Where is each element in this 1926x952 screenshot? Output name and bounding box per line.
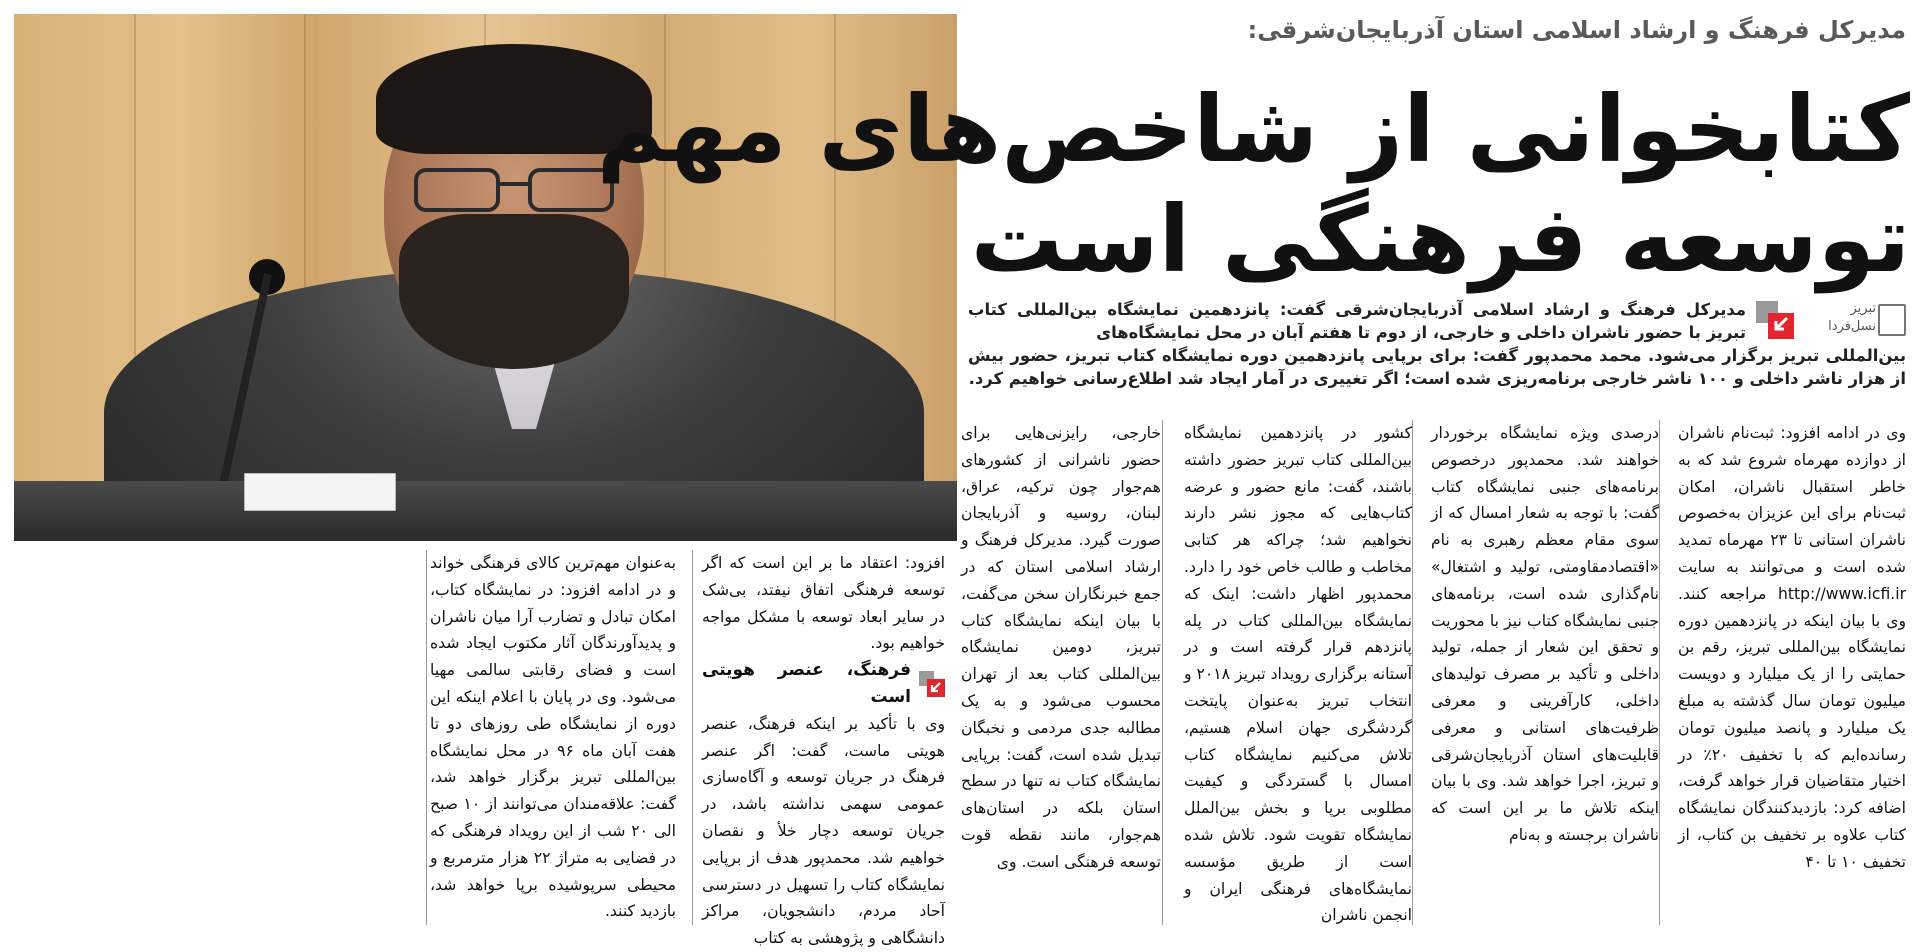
body-column-6: به‌عنوان مهم‌ترین کالای فرهنگی خواند و در ادامه افزود: در نمایشگاه کتاب، امکان تبادل و تضارب آرا میان ناشران و پدیدآورندگان آثار مکتوب ایجاد شده است و فضای رقابتی سالمی مهیا می‌شود. وی در پایان با اعلام اینکه این دوره از نمایشگاه طی روزهای دو تا هفت آبان ماه ۹۶ در محل نمایشگاه بین‌المللی تبریز برگزار خواهد شد، گفت: علاقه‌مندان می‌توانند از ۱۰ صبح الی ۲۰ شب از این رویداد فرهنگی که در فضایی به متراژ ۲۲ هزار مترمربع و محیطی سرپوشیده برپا خواهد شد، بازدید کنند. (430, 554, 676, 921)
body-column-2: درصدی ویژه نمایشگاه برخوردار خواهند شد. محمدپور درخصوص برنامه‌های جنبی نمایشگاه کتاب گفت: با توجه به شعار امسال که از سوی مقام معظم رهبری به نام «اقتصادمقاومتی، تولید و اشتغال» نام‌گذاری شده است، برنامه‌های جنبی نمایشگاه کتاب نیز با محوریت و تحقق این شعار از جمله، تولید داخلی و تأکید بر مصرف تولیدهای داخلی، کارآفرینی و معرفی ظرفیت‌های استانی و معرفی قابلیت‌های استان آذربایجان‌شرقی و تبریز، اجرا خواهد شد. وی با بیان اینکه تلاش ما بر این است که ناشران برجسته و به‌نام (1431, 424, 1659, 844)
body-column-1: وی در ادامه افزود: ثبت‌نام ناشران از دوازده مهرماه شروع شد که به خاطر استقبال ناشران، امکان ثبت‌نام برای این عزیزان به‌خصوص ناشران استانی تا ۲۳ مهرماه تمدید شده است و می‌توانند به سایت http://www.icfi.ir مراجعه کنند. وی با بیان اینکه در پانزدهمین دوره نمایشگاه بین‌المللی تبریز، رقم بن حمایتی را از یک میلیارد و دویست میلیون تومان سال گذشته به مبلغ یک میلیارد و پانصد میلیون تومان رسانده‌ایم که با تخفیف ۲۰٪ در اختیار متقاضیان قرار خواهد گرفت، اضافه کرد: بازدیدکنندگان نمایشگاه کتاب علاوه بر تخفیف بن کتاب، از تخفیف ۱۰ تا ۴۰ (1678, 424, 1906, 871)
lead-paragraph-part-2: بین‌المللی تبریز برگزار می‌شود. محمد محمدپور گفت: برای برپایی پانزدهمین دوره نمایشگاه کتاب تبریز، حضور بیش از هزار ناشر داخلی و ۱۰۰ ناشر خارجی برنامه‌ریزی شده است؛ اگر تغییری در آمار ایجاد شد اطلاع‌رسانی خواهیم کرد. (968, 346, 1906, 388)
headline-line-1: کتابخوانی از شاخص‌های مهم (596, 76, 1910, 183)
column-5-intro: افزود: اعتقاد ما بر این است که اگر توسعه فرهنگی اتفاق نیفتد، بی‌شک در سایر ابعاد توسعه با مشکل مواجه خواهیم بود. (702, 554, 945, 653)
pen-icon (1878, 304, 1906, 336)
byline-source: نسل‌فردا (1828, 319, 1876, 334)
byline-city: تبریز (1850, 301, 1876, 316)
body-column-3: کشور در پانزدهمین نمایشگاه بین‌المللی کتاب تبریز حضور داشته باشند، گفت: مانع حضور و عرضه کتاب‌هایی که مجوز نشر دارند نخواهیم شد؛ چراکه هر کتابی مخاطب و طالب خاص خود را دارد. محمدپور اظهار داشت: اینک که نمایشگاه بین‌المللی کتاب در پله پانزدهم قرار گرفته است و در آستانه برگزاری رویداد تبریز ۲۰۱۸ و انتخاب تبریز به‌عنوان پایتخت گردشگری جهان اسلام هستیم، تلاش می‌کنیم نمایشگاه کتاب امسال با گستردگی و کیفیت مطلوبی برپا و بخش بین‌الملل نمایشگاه تقویت شود. تلاش شده است از طریق مؤسسه نمایشگاه‌های فرهنگی ایران و انجمن ناشران (1184, 424, 1412, 925)
red-arrow-icon (1756, 301, 1794, 339)
column-5-body: وی با تأکید بر اینکه فرهنگ، عنصر هویتی ماست، گفت: اگر عنصر فرهنگ در جریان توسعه و آگاه‌سازی عمومی سهمی نداشته باشد، در جریان توسعه دچار خلأ و نقصان خواهیم شد. محمدپور هدف از برپایی نمایشگاه کتاب را تسهیل در دسترسی آحاد مردم، دانشجویان، مراکز دانشگاهی و پژوهشی به کتاب (702, 714, 945, 948)
subheading-text: فرهنگ، عنصر هویتی است (702, 660, 911, 707)
subheading (702, 657, 945, 711)
byline (1808, 300, 1876, 336)
body-column-4: خارجی، رایزنی‌هایی برای حضور ناشرانی از کشورهای هم‌جوار چون ترکیه، عراق، لبنان، روسیه و آذربایجان صورت گیرد. مدیرکل فرهنگ و ارشاد اسلامی استان که در جمع خبرنگاران سخن می‌گفت، با بیان اینکه نمایشگاه کتاب تبریز، دومین نمایشگاه بین‌المللی کتاب بعد از تهران محسوب می‌شود و به یک مطالبه جدی مردمی و نخبگان تبدیل شده است، گفت: برپایی نمایشگاه کتاب نه تنها در سطح استان بلکه در استان‌های هم‌جوار، مانند نقطه قوت توسعه فرهنگی است. وی (961, 424, 1161, 871)
headline-line-2: توسعه فرهنگی است (970, 186, 1910, 293)
red-arrow-icon (919, 671, 945, 697)
kicker: مدیرکل فرهنگ و ارشاد اسلامی استان آذربایجان‌شرقی: (1247, 16, 1906, 44)
lead-paragraph-part-1: مدیرکل فرهنگ و ارشاد اسلامی آذربایجان‌شرقی گفت: پانزدهمین نمایشگاه بین‌المللی کتاب تبریز با حضور ناشران داخلی و خارجی، از دوم تا هفتم آبان در محل نمایشگاه‌های (968, 300, 1746, 342)
body-column-5 (702, 550, 945, 952)
